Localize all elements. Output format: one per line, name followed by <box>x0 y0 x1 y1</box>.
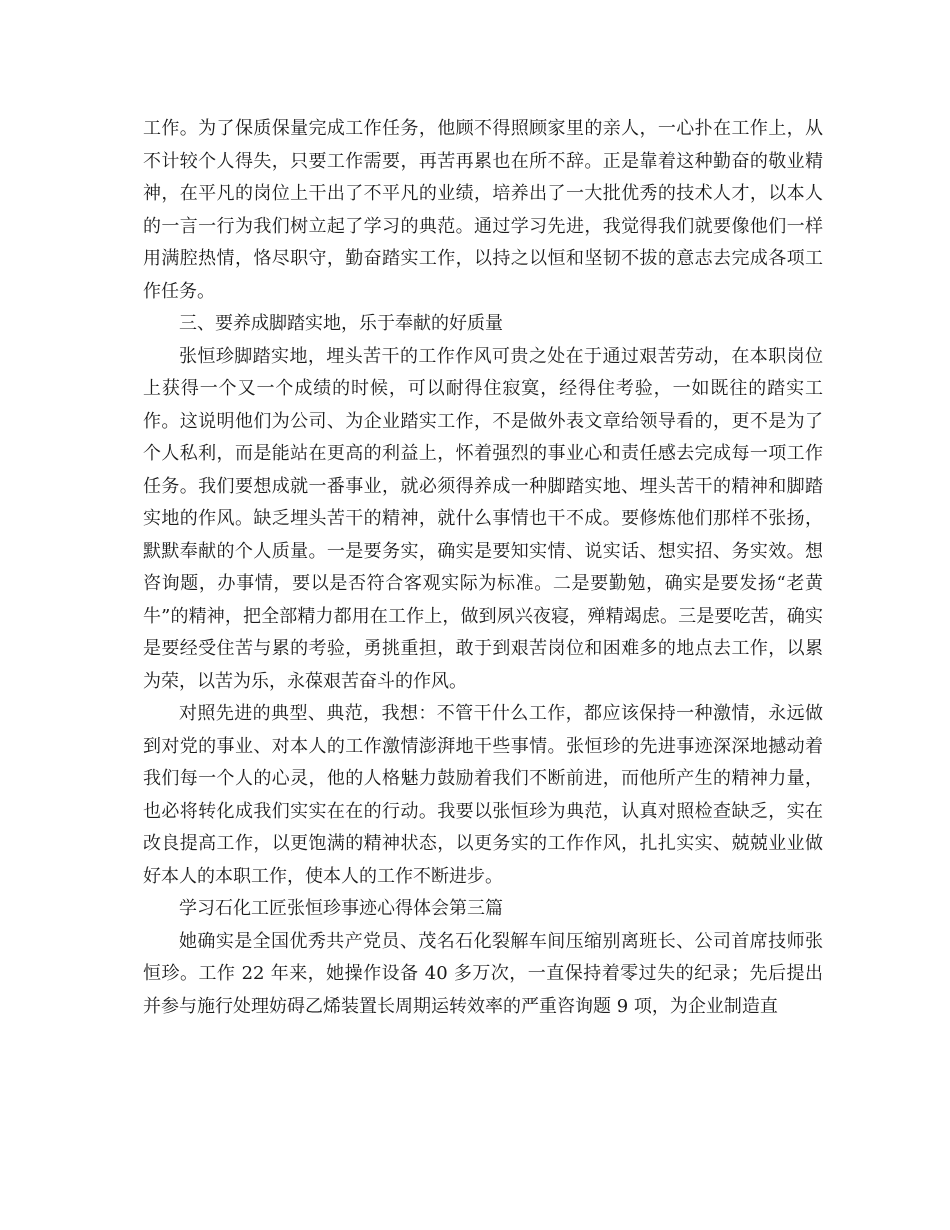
article-title: 学习石化工匠张恒珍事迹心得体会第三篇 <box>179 898 503 919</box>
paragraph: 对照先进的典型、典范，我想：不管干什么工作，都应该保持一种激情，永远做到对党的事业、对本人的工作激情澎湃地干些事情。张恒珍的先进事迹深深地撼动着我们每一个人的心灵，他的人格魅力鼓励着我们不断前进，而他所产生的精神力量，也必将转化成我们实实在在的行动。我要以张恒珍为典范，认真对照检查缺乏，实在改良提高工作，以更饱满的精神状态，以更务实的工作作风，扎扎实实、兢兢业业做好本人的本职工作，使本人的工作不断进步。 <box>143 703 823 887</box>
paragraph: 她确实是全国优秀共产党员、茂名石化裂解车间压缩别离班长、公司首席技师张恒珍。工作 22 年来，她操作设备 40 多万次，一直保持着零过失的纪录；先后提出并参与施行处理妨碍乙烯装置长周期运转效率的严重咨询题 9 项，为企业制造直 <box>143 930 823 1017</box>
document-body <box>143 113 823 1023</box>
paragraph-continuation: 工作。为了保质保量完成工作任务，他顾不得照顾家里的亲人，一心扑在工作上，从不计较个人得失，只要工作需要，再苦再累也在所不辞。正是靠着这种勤奋的敬业精神，在平凡的岗位上干出了不平凡的业绩，培养出了一大批优秀的技术人才，以本人的一言一行为我们树立起了学习的典范。通过学习先进，我觉得我们就要像他们一样用满腔热情，恪尽职守，勤奋踏实工作，以持之以恒和坚韧不拔的意志去完成各项工作任务。 <box>143 118 823 302</box>
paragraph: 张恒珍脚踏实地，埋头苦干的工作作风可贵之处在于通过艰苦劳动，在本职岗位上获得一个又一个成绩的时候，可以耐得住寂寞，经得住考验，一如既往的踏实工作。这说明他们为公司、为企业踏实工作，不是做外表文章给领导看的，更不是为了个人私利，而是能站在更高的利益上，怀着强烈的事业心和责任感去完成每一项工作任务。我们要想成就一番事业，就必须得养成一种脚踏实地、埋头苦干的精神和脚踏实地的作风。缺乏埋头苦干的精神，就什么事情也干不成。要修炼他们那样不张扬，默默奉献的个人质量。一是要务实，确实是要知实情、说实话、想实招、务实效。想咨询题，办事情，要以是否符合客观实际为标准。二是要勤勉，确实是要发扬“老黄牛”的精神，把全部精力都用在工作上，做到夙兴夜寝，殚精竭虑。三是要吃苦，确实是要经受住苦与累的考验，勇挑重担，敢于到艰苦岗位和困难多的地点去工作，以累为荣，以苦为乐，永葆艰苦奋斗的作风。 <box>143 345 823 692</box>
section-heading: 三、要养成脚踏实地，乐于奉献的好质量 <box>179 313 503 334</box>
